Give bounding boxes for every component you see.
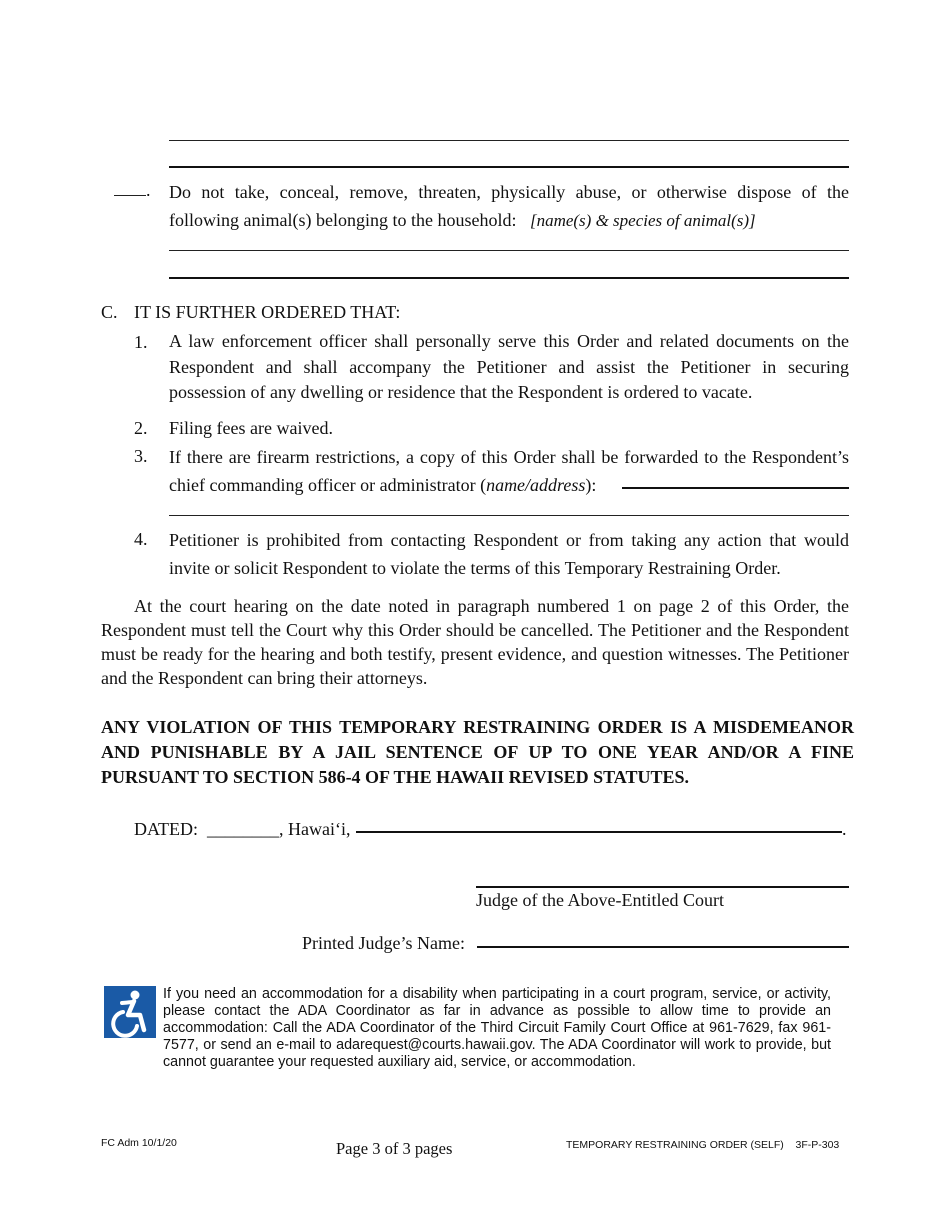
printed-name-line[interactable] xyxy=(477,946,849,948)
form-code: FC Adm 10/1/20 xyxy=(101,1137,177,1149)
officer-address-line[interactable] xyxy=(622,487,849,489)
dated-place: , Hawai‘i, xyxy=(279,819,351,839)
item-number: 4. xyxy=(134,529,148,549)
item-text: If there are firearm restrictions, a copy of this Order shall be forwarded to the Respondent’s chief commanding officer or administrator ( xyxy=(169,447,849,495)
doc-title: TEMPORARY RESTRAINING ORDER (SELF) xyxy=(566,1139,784,1151)
item-text-italic: name/address xyxy=(486,475,586,495)
item-number: 1. xyxy=(134,332,148,352)
animals-item xyxy=(169,178,849,235)
section-letter: C. xyxy=(101,302,118,322)
item-text: Filing fees are waived. xyxy=(169,418,333,438)
section-heading: IT IS FURTHER ORDERED THAT: xyxy=(134,302,401,322)
item-check-period: . xyxy=(146,180,151,200)
printed-name-label: Printed Judge’s Name: xyxy=(302,933,465,953)
animals-item-hint: [name(s) & species of animal(s)] xyxy=(529,211,756,230)
dated-label: DATED: xyxy=(134,819,198,839)
item-check-blank[interactable] xyxy=(114,195,146,196)
page-number: Page 3 of 3 pages xyxy=(336,1139,453,1158)
fill-line[interactable] xyxy=(169,166,849,168)
hearing-paragraph: At the court hearing on the date noted in paragraph numbered 1 on page 2 of this Order, the Respondent must tell the Court why this Order should be cancelled. The Petitioner and the Respondent must be ready for the hearing and both testify, present evidence, and question witnesses. The Petitioner and the Respondent can bring their attorneys. xyxy=(101,596,849,688)
fill-line[interactable] xyxy=(169,250,849,251)
item-text-after: ): xyxy=(585,475,597,495)
dated-blank[interactable]: ________ xyxy=(207,819,279,839)
ada-notice: If you need an accommodation for a disability when participating in a court program, service, or activity, please contact the ADA Coordinator as far in advance as possible to allow time to provide an accommodation: Call the ADA Coordinator of the Third Circuit Family Court Office at 961-7629, fax 961-7577, or send an e-mail to adarequest@courts.hawaii.gov. The ADA Coordinator will work to provide, but cannot guarantee your requested auxiliary aid, service, or accommodation. xyxy=(163,986,831,1070)
animals-item-text: Do not take, conceal, remove, threaten, physically abuse, or otherwise dispose of the following animal(s) belonging to the household: xyxy=(169,182,849,230)
doc-number: 3F-P-303 xyxy=(795,1139,840,1151)
item-text: A law enforcement officer shall personally serve this Order and related documents on the Respondent and shall accompany the Petitioner and assist the Petitioner in securing possession of any dwelling or residence that the Respondent is ordered to vacate. xyxy=(169,331,849,402)
dated-end: . xyxy=(842,819,847,839)
violation-warning: ANY VIOLATION OF THIS TEMPORARY RESTRAINING ORDER IS A MISDEMEANOR AND PUNISHABLE BY A JAIL SENTENCE OF UP TO ONE YEAR AND/OR A FINE PURSUANT TO SECTION 586-4 OF THE HAWAII REVISED STATUTES. xyxy=(101,717,854,787)
fill-line[interactable] xyxy=(169,277,849,279)
fill-line[interactable] xyxy=(169,515,849,516)
item-number: 3. xyxy=(134,446,148,466)
dated-row xyxy=(134,817,350,841)
fill-line[interactable] xyxy=(169,140,849,141)
item-3 xyxy=(169,443,849,499)
judge-caption: Judge of the Above-Entitled Court xyxy=(476,890,724,910)
dated-line[interactable] xyxy=(356,831,842,833)
accessibility-icon xyxy=(104,986,156,1038)
item-number: 2. xyxy=(134,418,148,438)
doc-footer xyxy=(566,1139,839,1151)
item-text: Petitioner is prohibited from contacting Respondent or from taking any action that would invite or solicit Respondent to violate the terms of this Temporary Restraining Order. xyxy=(169,530,849,578)
